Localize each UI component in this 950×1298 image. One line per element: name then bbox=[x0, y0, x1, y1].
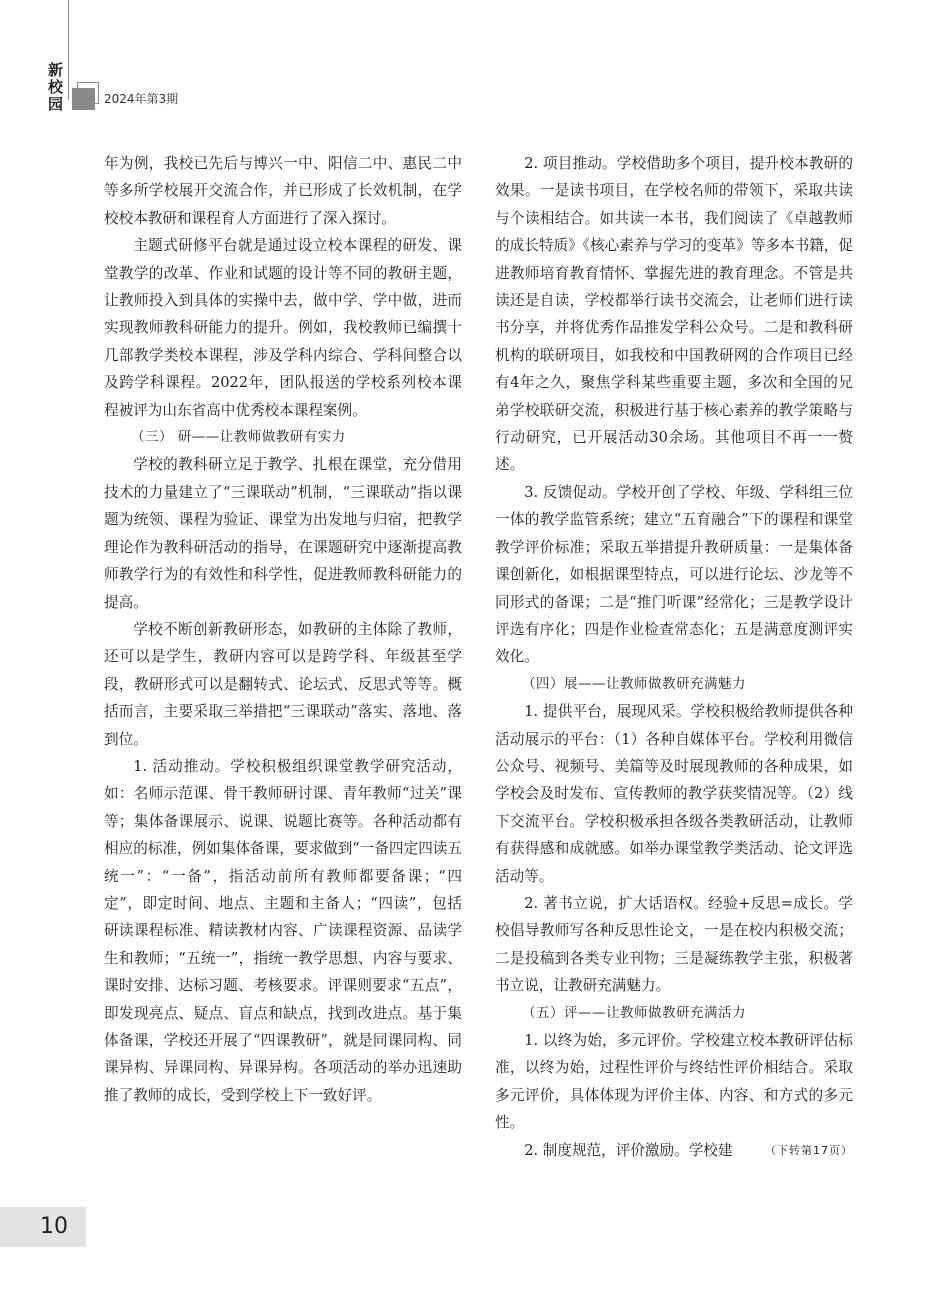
section-heading: （四）展——让教师做教研充满魅力 bbox=[522, 675, 746, 692]
paragraph: 年为例，我校已先后与博兴一中、阳信二中、惠民二中等多所学校展开交流合作，并已形成了长效机制，在学校校本教研和课程育人方面进行了深入探讨。 bbox=[104, 155, 462, 227]
magazine-title bbox=[48, 62, 68, 113]
paragraph: 1. 活动推动。学校积极组织课堂教学研究活动，如：名师示范课、骨干教师研讨课、青年教师“过关”课等；集体备课展示、说课、说题比赛等。各种活动都有相应的标准，例如集体备课，要求做到“一备四定四读五统一”：“一备”，指活动前所有教师都要备课；“四定”，即定时间、地点、主题和主备人；“四读”，包括研读课程标准、精读教材内容、广读课程资源、品读学生和教师；“五统一”，指统一教学思想、内容与要求、课时安排、达标习题、考核要求。评课则要求“五点”，即发现亮点、疑点、盲点和缺点，找到改进点。基于集体备课，学校还开展了“四课教研”，就是同课同构、同课异构、异课同构、异课异构。各项活动的举办迅速助推了教师的成长，受到学校上下一致好评。 bbox=[104, 757, 462, 1104]
issue-label: 2024年第3期 bbox=[104, 92, 179, 106]
left-column bbox=[104, 150, 462, 1109]
right-column bbox=[495, 150, 853, 1164]
paragraph: 学校不断创新教研形态，如教研的主体除了教师，还可以是学生，教研内容可以是跨学科、年级甚至学段，教研形式可以是翻转式、论坛式、反思式等等。概括而言，主要采取三举措把“三课联动”落实、落地、落到位。 bbox=[104, 620, 462, 748]
paragraph: 1. 以终为始，多元评价。学校建立校本教研评估标准，以终为始，过程性评价与终结性评价相结合。采取多元评价，具体体现为评价主体、内容、和方式的多元性。 bbox=[495, 1032, 853, 1132]
magazine-char: 校 bbox=[48, 78, 64, 96]
paragraph: 学校的教科研立足于教学、扎根在课堂，充分借用技术的力量建立了“三课联动”机制，“三课联动”指以课题为统领、课程为验证、课堂为出发地与归宿，把教学理论作为教科研活动的指导，在课题研究中逐渐提高教师教学行为的有效性和科学性，促进教师教科研能力的提高。 bbox=[104, 456, 462, 611]
paragraph: 主题式研修平台就是通过设立校本课程的研发、课堂教学的改革、作业和试题的设计等不同的教研主题，让教师投入到具体的实操中去，做中学、学中做，进而实现教师教科研能力的提升。例如，我校教师已编撰十几部教学类校本课程，涉及学科内综合、学科间整合以及跨学科课程。2022年，团队报送的学校系列校本课程被评为山东省高中优秀校本课程案例。 bbox=[104, 237, 462, 419]
header-square-fill bbox=[72, 88, 95, 110]
continued-note: （下转第17页） bbox=[765, 1143, 853, 1157]
section-heading: （三） 研——让教师做教研有实力 bbox=[131, 429, 346, 446]
magazine-char: 新 bbox=[48, 61, 64, 79]
paragraph: 2. 项目推动。学校借助多个项目，提升校本教研的效果。一是读书项目，在学校名师的带领下，采取共读与个读相结合。如共读一本书，我们阅读了《卓越教师的成长特质》《核心素养与学习的变革》等多本书籍，促进教师培育教育情怀、掌握先进的教育理念。不管是共读还是自读，学校都举行读书交流会，让老师们进行读书分享，并将优秀作品推发学科公众号。二是和教科研机构的联研项目，如我校和中国教研网的合作项目已经有4年之久，聚焦学科某些重要主题，多次和全国的兄弟学校联研交流，积极进行基于核心素养的教学策略与行动研究，已开展活动30余场。其他项目不再一一赘述。 bbox=[495, 155, 853, 474]
paragraph-last bbox=[495, 1137, 853, 1164]
paragraph: 1. 提供平台，展现风采。学校积极给教师提供各种活动展示的平台：（1）各种自媒体平台。学校利用微信公众号、视频号、美篇等及时展现教师的各种成果，如学校会及时发布、宣传教师的教学获奖情况等。（2）线下交流平台。学校积极承担各级各类教研活动，让教师有获得感和成就感。如举办课堂教学类活动、论文评选活动等。 bbox=[495, 703, 853, 885]
paragraph: 2. 著书立说，扩大话语权。经验+反思=成长。学校倡导教师写各种反思性论文，一是在校内积极交流；二是投稿到各类专业刊物；三是凝练教学主张，积极著书立说，让教研充满魅力。 bbox=[495, 894, 853, 995]
section-heading: （五）评——让教师做教研充满活力 bbox=[522, 1004, 746, 1021]
magazine-char: 园 bbox=[48, 95, 64, 113]
page-number: 10 bbox=[40, 1214, 68, 1239]
header-rule bbox=[68, 0, 69, 100]
paragraph: 3. 反馈促动。学校开创了学校、年级、学科组三位一体的教学监管系统；建立“五育融合”下的课程和课堂教学评价标准；采取五举措提升教研质量：一是集体备课创新化，如根据课型特点，可以进行论坛、沙龙等不同形式的备课；二是“推门听课”经常化；三是教学设计评选有序化；四是作业检查常态化；五是满意度测评实效化。 bbox=[495, 483, 853, 666]
paragraph-text: 2. 制度规范，评价激励。学校建 bbox=[524, 1141, 733, 1159]
